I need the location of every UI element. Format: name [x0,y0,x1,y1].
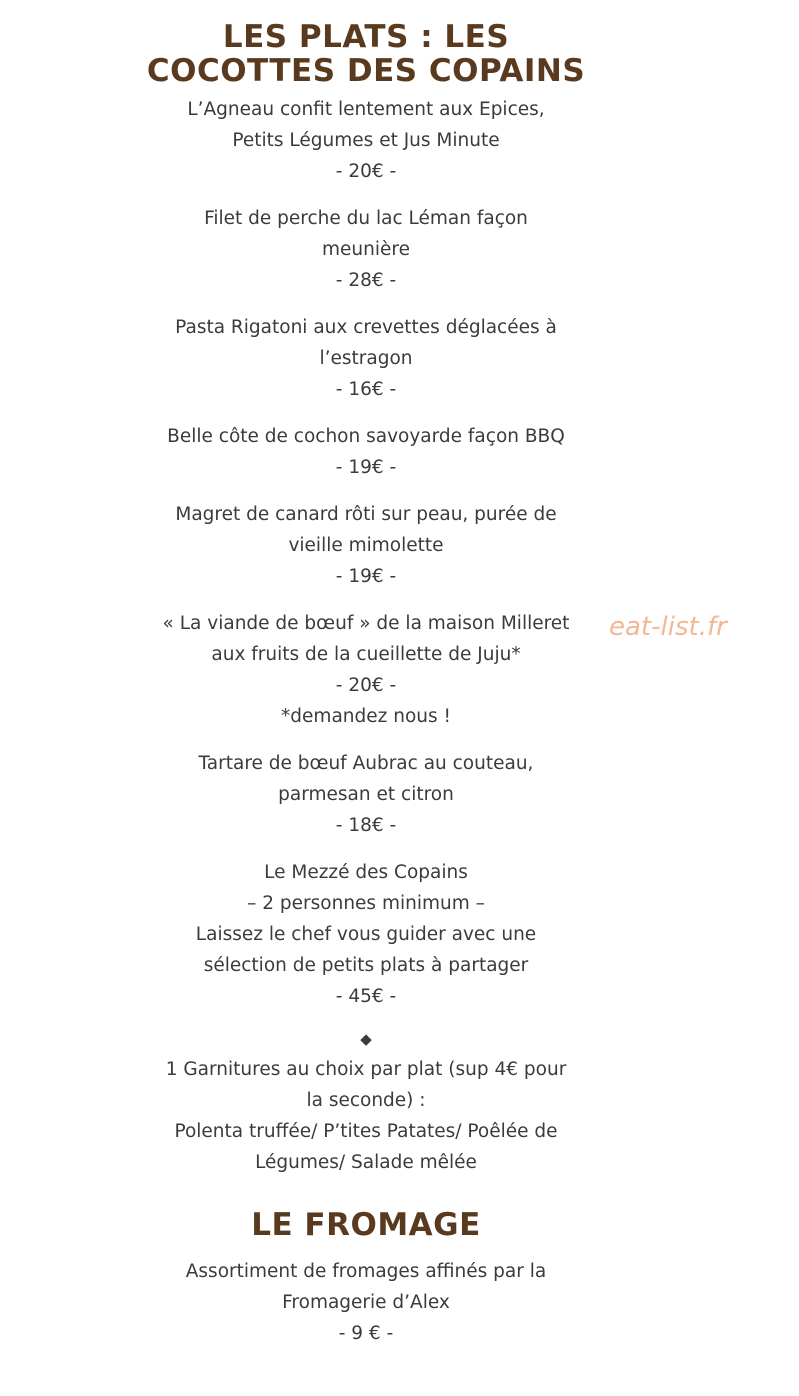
dish-name-line: l’estragon [319,348,413,369]
dish-name-line: Fromagerie d’Alex [282,1292,450,1313]
dish-name-line: aux fruits de la cueillette de Juju* [211,644,521,665]
dish-price: - 20€ - [335,675,397,696]
dish-price: - 19€ - [335,457,397,478]
dish-item [0,857,732,1012]
dish-price: - 16€ - [335,379,397,400]
dish-item [0,1256,732,1349]
section-title-line: COCOTTES DES COPAINS [146,53,586,89]
dish-name-line: – 2 personnes minimum – [247,893,485,914]
dish-item [0,94,732,187]
section-title-plats [0,0,732,88]
dish-name-line: Laissez le chef vous guider avec une [195,924,537,945]
dish-name-line: parmesan et citron [278,784,454,805]
dish-name-line: « La viande de bœuf » de la maison Milleret [162,613,570,634]
garnish-line: Légumes/ Salade mêlée [255,1152,477,1173]
dish-price: - 9 € - [338,1323,394,1344]
dish-name-line: Filet de perche du lac Léman façon [204,208,528,229]
dish-name-line: Le Mezzé des Copains [264,862,468,883]
garnish-note [0,1054,732,1178]
dish-name-line: Belle côte de cochon savoyarde façon BBQ [167,426,565,447]
dish-price: - 45€ - [335,986,397,1007]
dish-item [0,499,732,592]
dish-name-line: Tartare de bœuf Aubrac au couteau, [198,753,534,774]
dish-name-line: Magret de canard rôti sur peau, purée de [175,504,557,525]
dish-price: - 28€ - [335,270,397,291]
dish-item [0,203,732,296]
dish-name-line: sélection de petits plats à partager [203,955,529,976]
garnish-line: 1 Garnitures au choix par plat (sup 4€ pour [165,1059,567,1080]
watermark: eat-list.fr [609,612,727,642]
dish-name-line: vieille mimolette [288,535,444,556]
dish-price: - 19€ - [335,566,397,587]
section-title-fromage: LE FROMAGE [251,1207,481,1243]
dish-item [0,312,732,405]
dish-item [0,748,732,841]
dish-list [0,94,732,1012]
dish-name-line: Assortiment de fromages affinés par la [185,1261,547,1282]
dish-name-line: L’Agneau confit lentement aux Epices, [187,99,545,120]
dish-note: *demandez nous ! [281,706,451,727]
section-title-line: LES PLATS : LES [222,19,510,55]
garnish-line: Polenta truffée/ P’tites Patates/ Poêlée de [174,1121,558,1142]
dish-name-line: Petits Légumes et Jus Minute [232,130,500,151]
dish-item [0,421,732,483]
dish-price: - 18€ - [335,815,397,836]
dish-name-line: Pasta Rigatoni aux crevettes déglacées à [175,317,557,338]
garnish-line: la seconde) : [306,1090,426,1111]
dish-price: - 20€ - [335,161,397,182]
diamond-icon: ◆ [360,1030,372,1048]
dish-name-line: meunière [322,239,410,260]
